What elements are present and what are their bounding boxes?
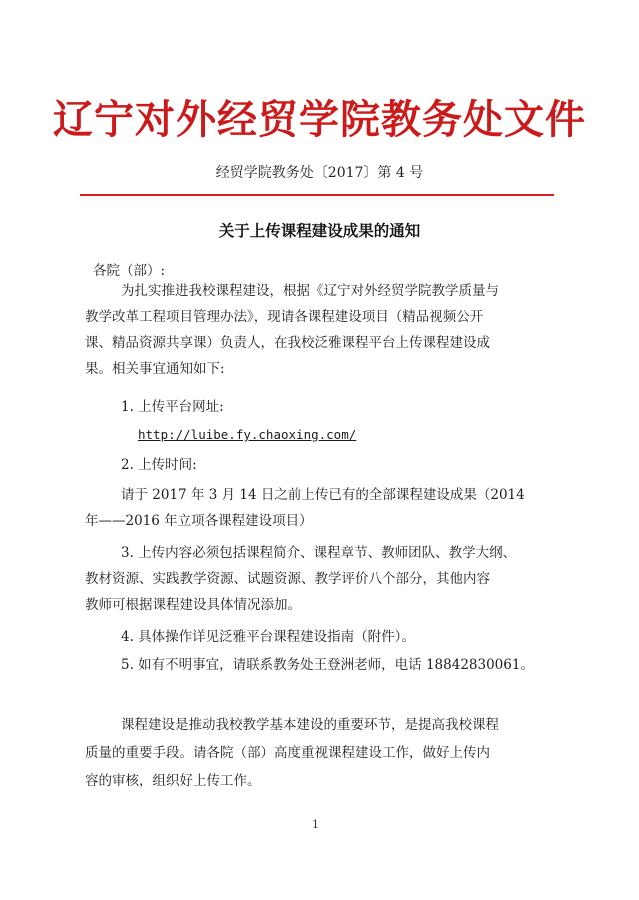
page-number: 1: [312, 818, 319, 831]
paragraph-line: 教师可根据课程建设具体情况添加。: [85, 597, 301, 613]
list-item: 4. 具体操作详见泛雅平台课程建设指南（附件）。: [121, 629, 415, 645]
document-header-title: 辽宁对外经贸学院教务处文件: [53, 96, 586, 143]
notice-title: 关于上传课程建设成果的通知: [218, 221, 421, 240]
salutation: 各院（部）:: [93, 263, 166, 279]
paragraph-line: 容的审核，组织好上传工作。: [85, 773, 261, 789]
paragraph-line: 课程建设是推动我校教学基本建设的重要环节，是提高我校课程: [121, 717, 499, 733]
list-item: 5. 如有不明事宜，请联系教务处王登洲老师，电话 18842830061。: [121, 657, 534, 673]
list-item: 2. 上传时间:: [121, 457, 197, 473]
list-item: 3. 上传内容必须包括课程简介、课程章节、教师团队、教学大纲、: [121, 545, 517, 561]
document-number: 经贸学院教务处〔2017〕第 4 号: [215, 165, 424, 181]
paragraph-line: 质量的重要手段。请各院（部）高度重视课程建设工作，做好上传内: [85, 745, 490, 761]
paragraph-line: 课、精品资源共享课）负责人，在我校泛雅课程平台上传课程建设成: [85, 335, 490, 351]
paragraph-line: 为扎实推进我校课程建设，根据《辽宁对外经贸学院教学质量与: [121, 283, 499, 299]
paragraph-line: 教学改革工程项目管理办法》，现请各课程建设项目（精品视频公开: [85, 309, 484, 325]
list-item: 1. 上传平台网址:: [121, 399, 224, 415]
paragraph-line: 请于 2017 年 3 月 14 日之前上传已有的全部课程建设成果（2014: [121, 487, 525, 503]
paragraph-line: 教材资源、实践教学资源、试题资源、教学评价八个部分，其他内容: [85, 571, 490, 587]
platform-url-link[interactable]: http://luibe.fy.chaoxing.com/: [138, 427, 357, 442]
paragraph-line: 果。相关事宜通知如下:: [85, 361, 225, 377]
paragraph-line: 年——2016 年立项各课程建设项目）: [85, 513, 313, 529]
header-divider: [80, 194, 554, 196]
